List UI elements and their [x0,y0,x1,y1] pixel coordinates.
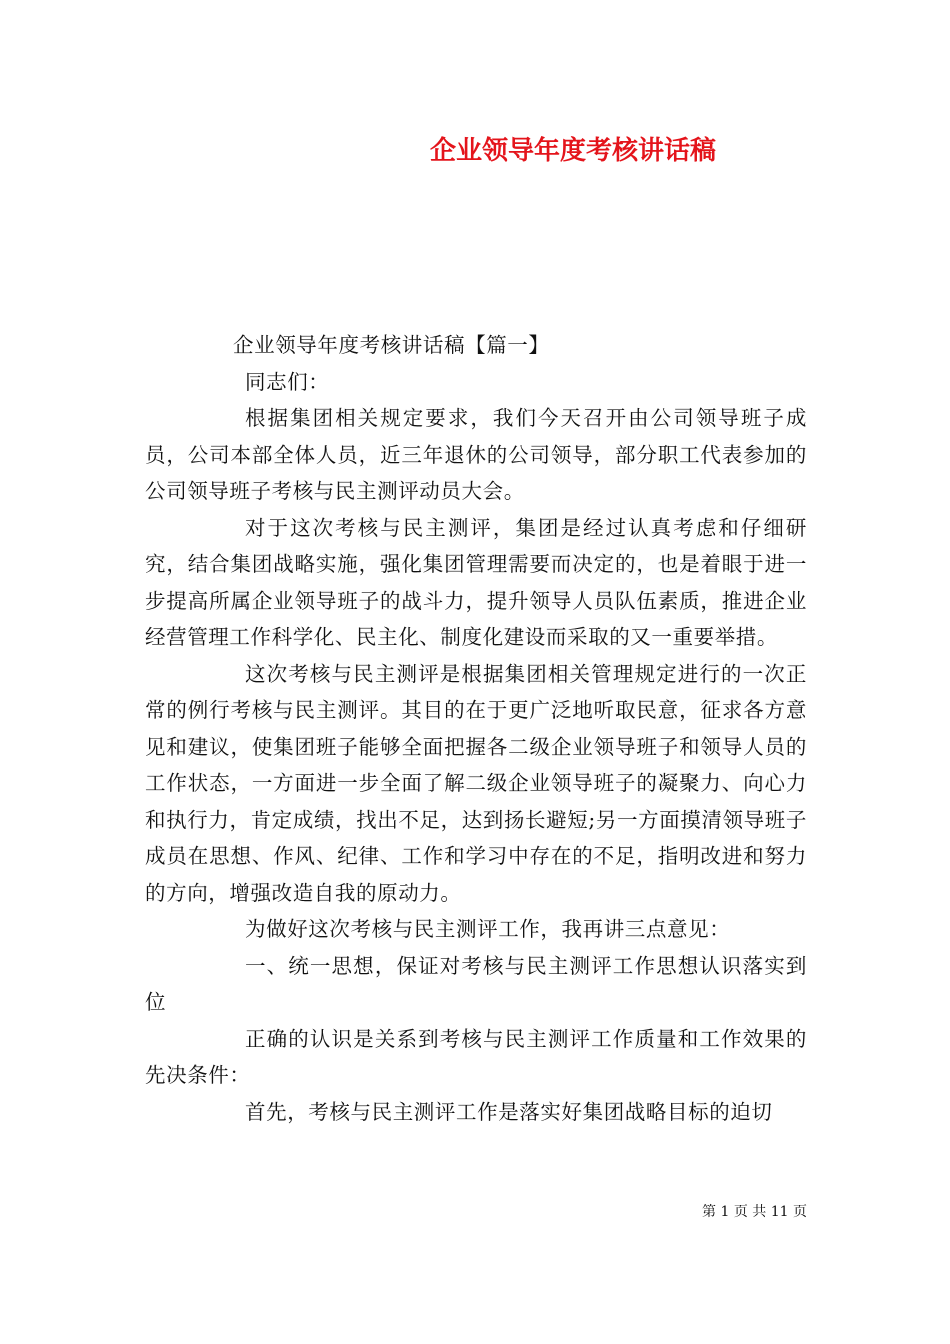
document-body [145,327,807,1130]
document-title: 企业领导年度考核讲话稿 [430,136,717,166]
page-number: 第 1 页 共 11 页 [702,1204,807,1220]
paragraph: 首先，考核与民主测评工作是落实好集团战略目标的迫切 [245,1099,773,1124]
section-heading: 一、统一思想，保证对考核与民主测评工作思想认识落实到位 [145,953,807,1014]
paragraph: 为做好这次考核与民主测评工作，我再讲三点意见： [245,917,731,941]
section-subtitle: 企业领导年度考核讲话稿【篇一】 [233,333,550,357]
paragraph: 对于这次考核与民主测评，集团是经过认真考虑和仔细研究，结合集团战略实施，强化集团管理需要而决定的，也是着眼于进一步提高所属企业领导班子的战斗力，提升领导人员队伍素质，推进企业经营管理工作科学化、民主化、制度化建设而采取的又一重要举措。 [145,515,807,649]
paragraph: 根据集团相关规定要求，我们今天召开由公司领导班子成员，公司本部全体人员，近三年退休的公司领导，部分职工代表参加的公司领导班子考核与民主测评动员大会。 [145,406,807,503]
paragraph: 这次考核与民主测评是根据集团相关管理规定进行的一次正常的例行考核与民主测评。其目的在于更广泛地听取民意，征求各方意见和建议，使集团班子能够全面把握各二级企业领导班子和领导人员的工作状态，一方面进一步全面了解二级企业领导班子的凝聚力、向心力和执行力，肯定成绩，找出不足，达到扬长避短;另一方面摸清领导班子成员在思想、作风、纪律、工作和学习中存在的不足，指明改进和努力的方向，增强改造自我的原动力。 [145,661,807,905]
paragraph-salutation: 同志们： [245,369,330,394]
paragraph: 正确的认识是关系到考核与民主测评工作质量和工作效果的先决条件： [145,1026,807,1087]
